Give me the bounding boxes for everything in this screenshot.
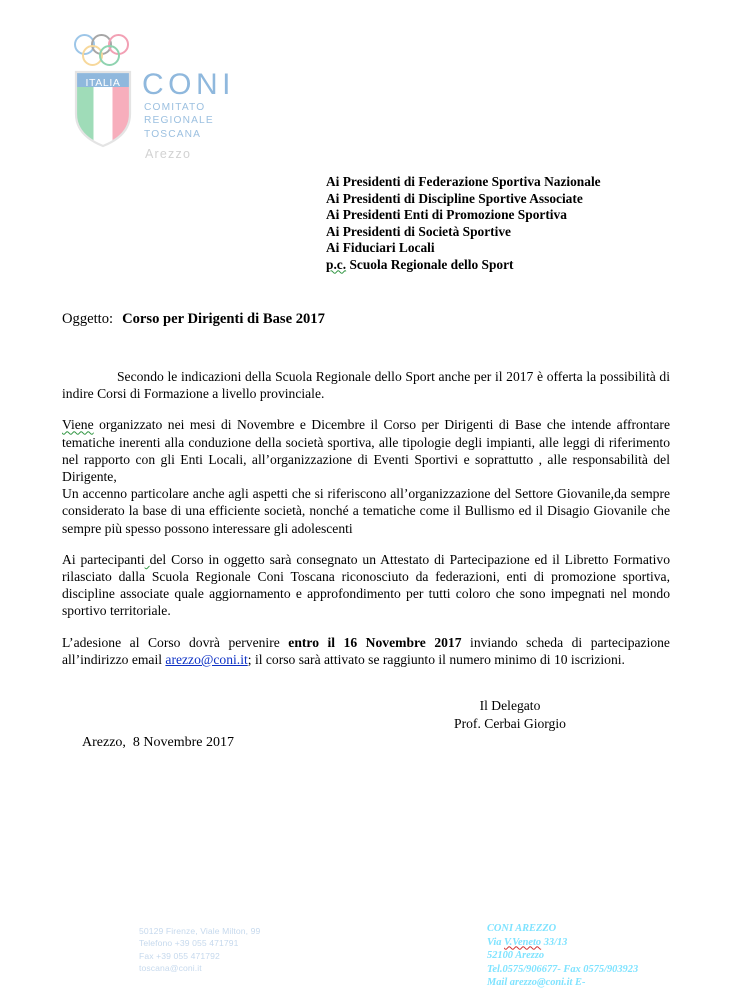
addressee-line: Ai Presidenti Enti di Promozione Sportiva <box>326 207 567 222</box>
subject-label: Oggetto: <box>62 311 114 327</box>
deadline-mid: inviando scheda di partecipazione all’indirizzo email <box>62 634 670 667</box>
coni-subtitle-line-1: COMITATO <box>144 102 206 113</box>
paragraph-lead: Ai partecipanti <box>62 551 145 567</box>
coni-city-label: Arezzo <box>145 147 192 161</box>
footer-regional-office <box>139 925 260 974</box>
addressee-line: Ai Presidenti di Discipline Sportive Associate <box>326 190 583 206</box>
letter-body <box>62 368 670 668</box>
italia-shield-icon <box>74 70 132 148</box>
subject-line <box>62 311 325 328</box>
paragraph-certificate <box>62 551 670 620</box>
cc-text: Scuola Regionale dello Sport <box>349 256 514 272</box>
signature-role: Il Delegato <box>479 698 541 713</box>
coni-logo <box>70 32 280 167</box>
footer-office-phone: Tel.0575/906677- Fax 0575/903923 <box>487 963 639 975</box>
cc-prefix: p.c. <box>326 256 347 272</box>
footer-phone: Telefono +39 055 471791 <box>139 938 239 949</box>
paragraph-deadline <box>62 634 670 668</box>
coni-subtitle-line-2: REGIONALE <box>144 115 214 127</box>
addressee-block <box>326 174 601 273</box>
footer-office-name: CONI AREZZO <box>487 923 557 934</box>
footer-street-number: 33/13 <box>541 936 568 948</box>
subject-value: Corso per Dirigenti di Base 2017 <box>122 311 325 327</box>
addressee-line: Ai Fiduciari Locali <box>326 240 435 255</box>
paragraph-text: del Corso in oggetto sarà consegnato un Attestato di Partecipazione ed il Libretto Formativo rilasciato dalla Scuola Regionale Coni Toscana riconosciuto da federazioni, enti di promozione sportiva, discipline associate quale aggiornamento e approfondimento per tutti coloro che sono impegnati nel mondo sportivo territoriale. <box>62 551 670 619</box>
deadline-lead: L’adesione al Corso dovrà pervenire <box>62 634 289 650</box>
addressee-line: Ai Presidenti di Società Sportive <box>326 223 511 239</box>
footer-street-prefix: Via <box>487 936 505 948</box>
paragraph-intro: Secondo le indicazioni della Scuola Regionale dello Sport anche per il 2017 è offerta la possibilità di indire Corsi di Formazione a livello provinciale. <box>62 369 670 402</box>
addressee-line: Ai Presidenti di Federazione Sportiva Nazionale <box>326 174 601 189</box>
date-value: 8 Novembre 2017 <box>132 735 235 750</box>
coni-subtitle-line-3: TOSCANA <box>144 128 202 140</box>
paragraph-youth-sector: Un accenno particolare anche agli aspetti che si riferiscono all’organizzazione del Settore Giovanile,da sempre considerato la base di una efficiente società, nonché a tematiche come il Bullismo ed il Disagio Giovanile che sempre più spesso possono interessare gli adolescenti <box>62 486 670 536</box>
shield-label: ITALIA <box>85 77 121 89</box>
coni-subtitle <box>144 101 214 141</box>
date-place: Arezzo, <box>82 735 126 750</box>
paragraph-course-description <box>62 416 670 485</box>
date-line <box>82 735 234 751</box>
footer-office-city: 52100 Arezzo <box>487 950 545 962</box>
footer-office-email: Mail arezzo@coni.it E- <box>487 977 586 989</box>
footer-arezzo-office <box>487 922 638 990</box>
footer-address: 50129 Firenze, Viale Milton, 99 <box>139 926 261 936</box>
olympic-rings-icon <box>74 32 152 72</box>
footer-fax: Fax +39 055 471792 <box>139 950 220 961</box>
cc-line <box>326 257 601 274</box>
paragraph-text: organizzato nei mesi di Novembre e Dicembre il Corso per Dirigenti di Base che intende affrontare tematiche inerenti alla conduzione della società sportiva, alle tipologie degli impianti, alle leggi di riferimento nel rapporto con gli Enti Locali, all’organizzazione di Eventi Sportivi e soprattutto , alle responsabilità del Dirigente, <box>62 417 670 485</box>
signature-name: Prof. Cerbai Giorgio <box>454 716 566 731</box>
paragraph-first-word: Viene <box>62 417 94 433</box>
footer-office-street <box>487 936 638 950</box>
deadline-tail: ; il corso sarà attivato se raggiunto il numero minimo di 10 iscrizioni. <box>247 651 625 667</box>
footer-email: toscana@coni.it <box>139 962 202 973</box>
coni-wordmark: CONI <box>142 68 235 101</box>
deadline-date: entro il 16 Novembre 2017 <box>288 634 462 650</box>
footer-street-name: V.Veneto <box>504 936 542 948</box>
olympic-ring-green-icon <box>99 45 120 66</box>
signature-block <box>380 697 640 733</box>
email-link[interactable]: arezzo@coni.it <box>165 651 248 667</box>
